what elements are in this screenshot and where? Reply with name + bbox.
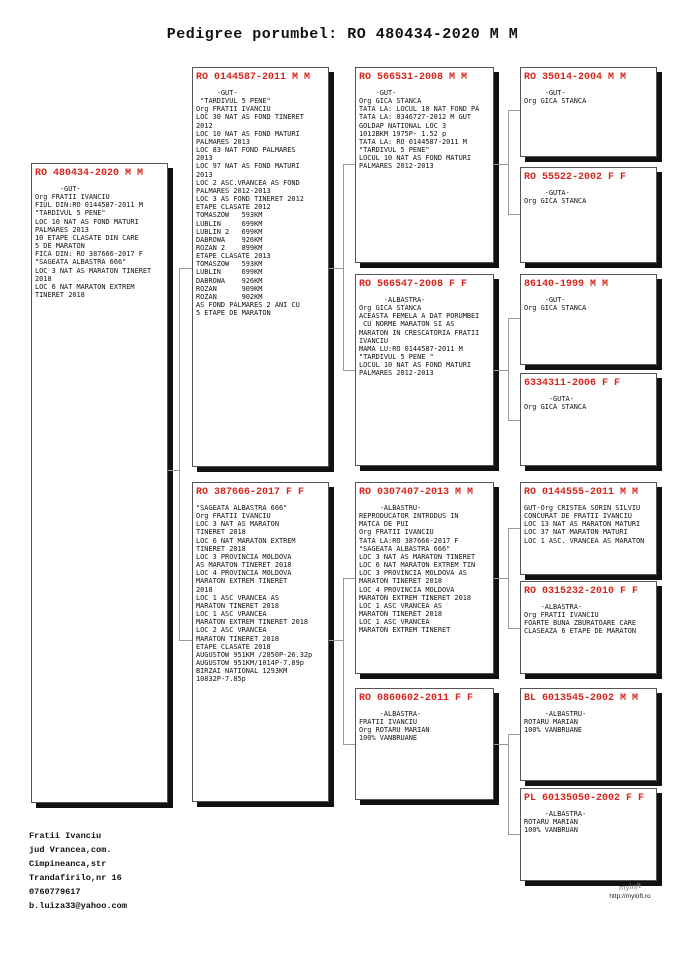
pigeon-notes — [524, 603, 654, 636]
note-line: LOCUL 10 NAT AS FOND MATURI — [359, 361, 472, 370]
note-line: FICA DIN: RO 387666-2017 F — [35, 250, 143, 259]
pigeon-notes — [196, 89, 326, 317]
note-line: PALMARES 2012-2013 — [359, 162, 434, 171]
ring-number: RO 55522-2002 F F — [524, 172, 627, 183]
note-line: Org GICA STANCA — [524, 97, 587, 106]
note-line: LOC 2 ASC.VRANCEA AS FOND — [196, 178, 300, 187]
note-line: MARATON TINERET 2018 — [359, 577, 442, 586]
connector-line — [508, 528, 520, 529]
pigeon-notes — [524, 710, 654, 734]
note-line: -GUT- — [524, 89, 566, 97]
connector-line — [508, 834, 520, 835]
note-line: CONCURAT DE FRATII IVANCIU — [524, 512, 632, 521]
note-line: 2018 — [35, 274, 52, 283]
note-line: MARATON EXTREM TINERET 2018 — [196, 618, 309, 627]
signature-mark: myloft — [618, 881, 642, 893]
note-line: LUBLIN 699KM — [196, 219, 263, 228]
note-line: MARATON TINERET 2018 — [196, 601, 279, 610]
note-line: ROTARU MARIAN — [524, 818, 578, 827]
myloft-logo — [604, 883, 656, 900]
note-line: -GUT- — [524, 296, 566, 304]
note-line: Org GICA STANCA — [524, 403, 587, 412]
note-line: IVANCIU — [359, 336, 389, 345]
note-line: TATA LA: RO 0144587-2011 M — [359, 137, 467, 146]
ring-number: 6334311-2006 F F — [524, 378, 621, 389]
note-line: 10832P-7.85p — [196, 675, 246, 684]
note-line: Org FRATII IVANCIU — [524, 611, 599, 620]
breeder-contact — [29, 829, 127, 913]
note-line: MARATON EXTREM TINERET — [196, 577, 288, 586]
pigeon-card-dam-sire[interactable] — [355, 482, 494, 674]
connector-line — [508, 110, 509, 214]
note-line: BIRZAI NATIONAL 1293KM — [196, 667, 288, 676]
note-line: LOC 3 NAT AS MARATON — [196, 520, 279, 529]
note-line: -ALBASTRU- — [359, 504, 422, 512]
pigeon-notes — [524, 189, 654, 205]
note-line: LOC 10 NAT AS FOND MATURI — [196, 129, 300, 138]
pigeon-card-dam-dam-dam[interactable] — [520, 788, 657, 881]
note-line: Org FRATII IVANCIU — [196, 512, 271, 521]
note-line: ACEASTA FEMELA A DAT PORUMBEI — [359, 312, 480, 321]
ring-number: RO 0315232-2010 F F — [524, 586, 639, 597]
connector-line — [508, 734, 520, 735]
note-line: FOARTE BUNA ZBURATOARE CARE — [524, 619, 637, 628]
note-line: -GUTA- — [524, 189, 570, 197]
note-line: Org FRATII IVANCIU — [196, 105, 271, 114]
connector-line — [343, 370, 355, 371]
ring-number: BL 6013545-2002 M M — [524, 693, 639, 704]
note-line: LOC 6 NAT MARATON EXTREM — [35, 282, 135, 291]
note-line: TATA LA:RO 387666-2017 F — [359, 536, 459, 545]
connector-line — [343, 578, 355, 579]
note-line: CU NORME MARATON SI AS — [359, 320, 455, 329]
note-line: -GUT- — [35, 185, 81, 193]
pigeon-card-self[interactable] — [31, 163, 168, 803]
ring-number: RO 35014-2004 M M — [524, 72, 627, 83]
ring-number: RO 0144587-2011 M M — [196, 72, 311, 83]
pigeon-card-sire-dam-dam[interactable] — [520, 373, 657, 466]
note-line: ROZAN 902KM — [196, 292, 263, 301]
contact-line: Trandafirilo,nr 16 — [29, 873, 122, 883]
ring-number: RO 566531-2008 M M — [359, 72, 468, 83]
contact-line: b.luiza33@yahoo.com — [29, 901, 127, 911]
ring-number: PL 60135050-2002 F F — [524, 793, 645, 804]
note-line: Org ROTARU MARIAN — [359, 726, 430, 735]
note-line: -ALBASTRA- — [524, 810, 587, 818]
note-line: AUGUSTOW 951KM /2850P-26.32p — [196, 650, 313, 659]
note-line: TINERET 2018 — [196, 528, 246, 537]
pigeon-card-sire-dam-sire[interactable] — [520, 274, 657, 365]
note-line: TINERET 2018 — [196, 544, 246, 553]
note-line: TATA LA: 0346727-2012 M GUT — [359, 113, 472, 122]
note-line: LOC 3 NAT AS MARATON TINERET — [359, 552, 476, 561]
note-line: FIUL DIN:RO 0144587-2011 M — [35, 201, 143, 210]
connector-line — [508, 110, 520, 111]
note-line: "TARDIVUL 5 PENE" — [35, 209, 106, 218]
connector-line — [508, 214, 520, 215]
note-line: -ALBASTRA- — [359, 296, 426, 304]
pigeon-card-dam-sire-dam[interactable] — [520, 581, 657, 674]
connector-line — [508, 734, 509, 834]
ring-number: RO 0144555-2011 M M — [524, 487, 639, 498]
note-line: -GUT- — [196, 89, 238, 97]
ring-number: RO 0860602-2011 F F — [359, 693, 474, 704]
note-line: LOCUL 10 NAT AS FOND MATURI — [359, 154, 472, 163]
note-line: "TARDIVUL 5 PENE" — [359, 146, 430, 155]
note-line: LUBLIN 699KM — [196, 268, 263, 277]
note-line: 5 ETAPE DE MARATON — [196, 309, 271, 318]
note-line: AUGUSTOW 951KM/1014P-7.89p — [196, 658, 304, 667]
note-line: MARATON EXTREM TINERET — [359, 626, 451, 635]
pigeon-card-sire-sire[interactable] — [355, 67, 494, 263]
pigeon-notes — [524, 810, 654, 834]
connector-line — [494, 744, 509, 745]
note-line: ROTARU MARIAN — [524, 718, 578, 727]
contact-line: Fratii Ivanciu — [29, 831, 102, 841]
note-line: LOC 97 NAT AS FOND MATURI — [196, 162, 300, 171]
note-line: LOC 1 ASC VRANCEA — [359, 618, 430, 627]
note-line: Org GICA STANCA — [524, 197, 587, 206]
contact-line: jud Vrancea,com. — [29, 845, 112, 855]
note-line: ETAPE CLASATE 2013 — [196, 252, 271, 261]
note-line: LOC 1 ASC. VRANCEA AS MARATON — [524, 536, 645, 545]
note-line: 2012 — [196, 121, 213, 130]
note-line: LOC 3 PROVINCIA MOLDOVA — [196, 552, 292, 561]
note-line: LOC 37 NAT MARATON MATURI — [524, 528, 628, 537]
note-line: 5 DE MARATON — [35, 242, 85, 251]
note-line: 100% VANBRUANE — [524, 726, 583, 735]
note-line: -ALBASTRU- — [524, 710, 587, 718]
note-line: TOMASZOW 593KM — [196, 211, 263, 220]
note-line: AS MARATON TINERET 2018 — [196, 561, 292, 570]
note-line: Org GICA STANCA — [359, 97, 422, 106]
pigeon-notes — [35, 185, 165, 299]
pigeon-notes — [359, 296, 491, 378]
note-line: -GUT- — [359, 89, 397, 97]
note-line: ETAPE CLASATE 2012 — [196, 203, 271, 212]
note-line: "SAGEATA ALBASTRA 666" — [196, 504, 288, 512]
note-line: LOC 4 PROVINCIA MOLDOVA — [359, 585, 455, 594]
note-line: Org FRATII IVANCIU — [35, 193, 110, 202]
pigeon-card-sire-sire-dam[interactable] — [520, 167, 657, 263]
pigeon-notes — [524, 395, 654, 411]
logo-url: http://myloft.ro — [609, 893, 651, 900]
connector-line — [329, 640, 344, 641]
note-line: ETAPE CLASATE 2018 — [196, 642, 271, 651]
note-line: GUT-Org CRISTEA SORIN SILVIU — [524, 504, 641, 512]
note-line: 1012BKM 1975P- 1.52 p — [359, 129, 447, 138]
note-line: Org GICA STANCA — [524, 304, 587, 313]
note-line: LOC 3 PROVINCIA MOLDOVA AS — [359, 569, 467, 578]
pigeon-notes — [524, 296, 654, 312]
note-line: "TARDIVUL 5 PENE " — [359, 353, 434, 362]
ring-number: RO 387666-2017 F F — [196, 487, 305, 498]
pigeon-notes — [359, 504, 491, 635]
connector-line — [343, 578, 344, 744]
note-line: TINERET 2018 — [35, 291, 85, 300]
note-line: LOC 10 NAT AS FOND MATURI — [35, 217, 139, 226]
note-line: -ALBASTRA- — [524, 603, 583, 611]
note-line: LOC 30 NAT AS FOND TINERET — [196, 113, 304, 122]
ring-number: RO 480434-2020 M M — [35, 168, 144, 179]
ring-number: 86140-1999 M M — [524, 279, 609, 290]
note-line: LOC 13 NAT AS MARATON MATURI — [524, 520, 641, 529]
note-line: "SAGEATA ALBASTRA 666" — [359, 544, 451, 553]
note-line: MARATON EXTREM TINERET 2018 — [359, 593, 472, 602]
note-line: 2013 — [196, 170, 213, 179]
connector-line — [343, 164, 344, 370]
note-line: GOLDAP NATIONAL LOC 3 — [359, 121, 447, 130]
pigeon-notes — [196, 504, 326, 683]
connector-line — [329, 268, 344, 269]
pigeon-notes — [524, 504, 654, 545]
note-line: MARATON TINERET 2018 — [359, 610, 442, 619]
note-line: "TARDIVUL 5 PENE" — [196, 97, 271, 106]
note-line: -ALBASTRA- — [359, 710, 422, 718]
note-line: PALMARES 2013 — [196, 137, 250, 146]
note-line: LOC 3 AS FOND TINERET 2012 — [196, 195, 304, 204]
contact-line: 0760779617 — [29, 887, 81, 897]
connector-line — [343, 744, 355, 745]
connector-line — [508, 628, 520, 629]
note-line: MAMA LU:RO 0144587-2011 M — [359, 344, 463, 353]
connector-line — [168, 470, 180, 471]
note-line: LOC 6 NAT MARATON EXTREM TIN — [359, 561, 476, 570]
ring-number: RO 0307407-2013 M M — [359, 487, 474, 498]
note-line: LOC 4 PROVINCIA MOLDOVA — [196, 569, 292, 578]
note-line: Org FRATII IVANCIU — [359, 528, 434, 537]
page-title: Pedigree porumbel: RO 480434-2020 M M — [166, 26, 519, 43]
connector-line — [494, 370, 509, 371]
note-line: LOC 2 ASC VRANCEA — [196, 626, 267, 635]
note-line: LOC 1 ASC VRANCEA AS — [196, 593, 279, 602]
connector-line — [343, 164, 355, 165]
note-line: AS FOND PALMARES 2 ANI CU — [196, 301, 300, 310]
note-line: 10 ETAPE CLASATE DIN CARE — [35, 233, 139, 242]
note-line: Org GICA STANCA — [359, 304, 422, 313]
note-line: DABROWA 926KM — [196, 235, 263, 244]
pigeon-notes — [359, 710, 491, 743]
pigeon-card-dam-dam[interactable] — [355, 688, 494, 800]
note-line: PALMARES 2013 — [35, 225, 89, 234]
pigeon-card-sire-sire-sire[interactable] — [520, 67, 657, 157]
note-line: 100% VANBRUAN — [524, 826, 578, 835]
note-line: FRATII IVANCIU — [359, 718, 418, 727]
note-line: MATCA DE PUI — [359, 520, 409, 529]
note-line: REPRODUCATOR INTRODUS IN — [359, 512, 459, 521]
note-line: LOC 1 ASC VRANCEA — [196, 610, 267, 619]
note-line: -GUTA- — [524, 395, 574, 403]
note-line: PALMARES 2012-2013 — [196, 186, 271, 195]
note-line: ROZAN 2 899KM — [196, 243, 263, 252]
pigeon-notes — [359, 89, 491, 171]
note-line: LOC 1 ASC VRANCEA AS — [359, 601, 442, 610]
connector-line — [494, 578, 509, 579]
pigeon-card-sire-dam[interactable] — [355, 274, 494, 466]
pigeon-card-dam-sire-sire[interactable] — [520, 482, 657, 575]
note-line: "SAGEATA ALBASTRA 666" — [35, 258, 127, 267]
contact-line: Cimpineanca,str — [29, 859, 107, 869]
note-line: DABROWA 926KM — [196, 276, 263, 285]
note-line: LOC 6 NAT MARATON EXTREM — [196, 536, 296, 545]
note-line: LOC 83 NAT FOND PALMARES — [196, 146, 296, 155]
note-line: ROZAN 909KM — [196, 284, 263, 293]
note-line: MARATON TINERET 2018 — [196, 634, 279, 643]
note-line: TOMASZOW 593KM — [196, 260, 263, 269]
pigeon-notes — [524, 89, 654, 105]
note-line: TATA LA: LOCUL 10 NAT FOND PA — [359, 105, 480, 114]
connector-line — [179, 640, 192, 641]
connector-line — [494, 164, 509, 165]
note-line: 2018 — [196, 585, 213, 594]
pigeon-card-dam-dam-sire[interactable] — [520, 688, 657, 781]
note-line: PALMARES 2012-2013 — [359, 369, 434, 378]
connector-line — [179, 268, 192, 269]
connector-line — [508, 318, 509, 420]
ring-number: RO 566547-2008 F F — [359, 279, 468, 290]
pigeon-card-sire[interactable] — [192, 67, 329, 467]
note-line: MARATON IN CRESCATORIA FRATII — [359, 328, 480, 337]
note-line: 100% VANBRUANE — [359, 734, 418, 743]
connector-line — [508, 318, 520, 319]
note-line: CLASEAZA 6 ETAPE DE MARATON — [524, 627, 637, 636]
connector-line — [179, 268, 180, 640]
note-line: 2013 — [196, 154, 213, 163]
note-line: LOC 3 NAT AS MARATON TINERET — [35, 266, 152, 275]
note-line: LUBLIN 2 699KM — [196, 227, 263, 236]
connector-line — [508, 420, 520, 421]
pigeon-card-dam[interactable] — [192, 482, 329, 802]
